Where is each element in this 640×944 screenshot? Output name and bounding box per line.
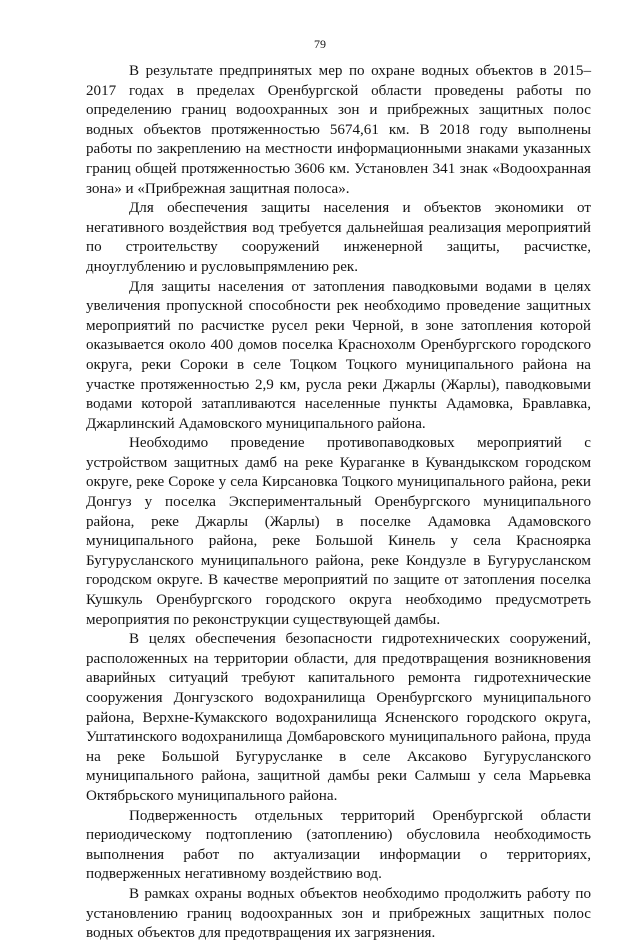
paragraph: Подверженность отдельных территорий Оренбургской области периодическому подтоплению (затоплению) обусловила необходимость выполнения работ по актуализации информации о территориях, подверженных негативному воздействию вод.: [86, 807, 591, 883]
paragraph: В целях обеспечения безопасности гидротехнических сооружений, расположенных на территории области, для предотвращения возникновения аварийных ситуаций требуют капитального ремонта гидротехнические сооружения Донгузского водохранилища Оренбургского муниципального района, Верхне-Кумакского водохранилища Ясненского городского округа, Уштатинского водохранилища Домбаровского муниципального района, пруда на реке Большой Бугурусланке в селе Аксаково Бугурусланского муниципального района, защитной дамбы реки Салмыш у села Марьевка Октябрьского муниципального района.: [86, 631, 591, 804]
paragraph: Для обеспечения защиты населения и объектов экономики от негативного воздействия вод требуется дальнейшая реализация мероприятий по строительству сооружений инженерной защиты, расчистке, дноуглублению и русловыпрямлению рек.: [86, 200, 591, 275]
paragraph: В рамках охраны водных объектов необходимо продолжить работу по установлению границ водоохранных зон и прибрежных защитных полос водных объектов для предотвращения их загрязнения.: [86, 885, 591, 942]
paragraph: Для защиты населения от затопления паводковыми водами в целях увеличения пропускной способности рек необходимо проведение защитных мероприятий по расчистке русел реки Черной, в зоне затопления которой оказывается около 400 домов поселка Краснохолм Оренбургского городского округа, реки Сороки в селе Тоцком Тоцкого муниципального района на участке протяженностью 2,9 км, русла реки Джарлы (Жарлы), паводковыми водами которой затапливаются населенные пункты Адамовка, Бравлавка, Джарлинский Адамовского муниципального района.: [86, 278, 591, 432]
body-text: [86, 62, 591, 944]
paragraph: В результате предпринятых мер по охране водных объектов в 2015–2017 годах в пределах Оренбургской области проведены работы по определению границ водоохранных зон и прибрежных защитных полос водных объектов протяженностью 5674,61 км. В 2018 году выполнены работы по закреплению на местности информационными знаками указанных границ общей протяженностью 3606 км. Установлен 341 знак «Водоохранная зона» и «Прибрежная защитная полоса».: [86, 63, 591, 197]
page-number: 79: [314, 37, 326, 51]
paragraph: Необходимо проведение противопаводковых мероприятий с устройством защитных дамб на реке Кураганке в Кувандыкском городском округе, реке Сороке у села Кирсановка Тоцкого муниципального района, реки Донгуз у поселка Экспериментальный Оренбургского муниципального района, реке Джарлы (Жарлы) в поселке Адамовка Адамовского муниципального района, реке Большой Кинель у села Краснoярка Бугурусланского муниципального района, реке Кондузле в Бугурусланском городском округе. В качестве мероприятий по защите от затопления поселка Кушкуль Оренбургского городского округа необходимо предусмотреть мероприятия по реконструкции существующей дамбы.: [86, 435, 591, 628]
